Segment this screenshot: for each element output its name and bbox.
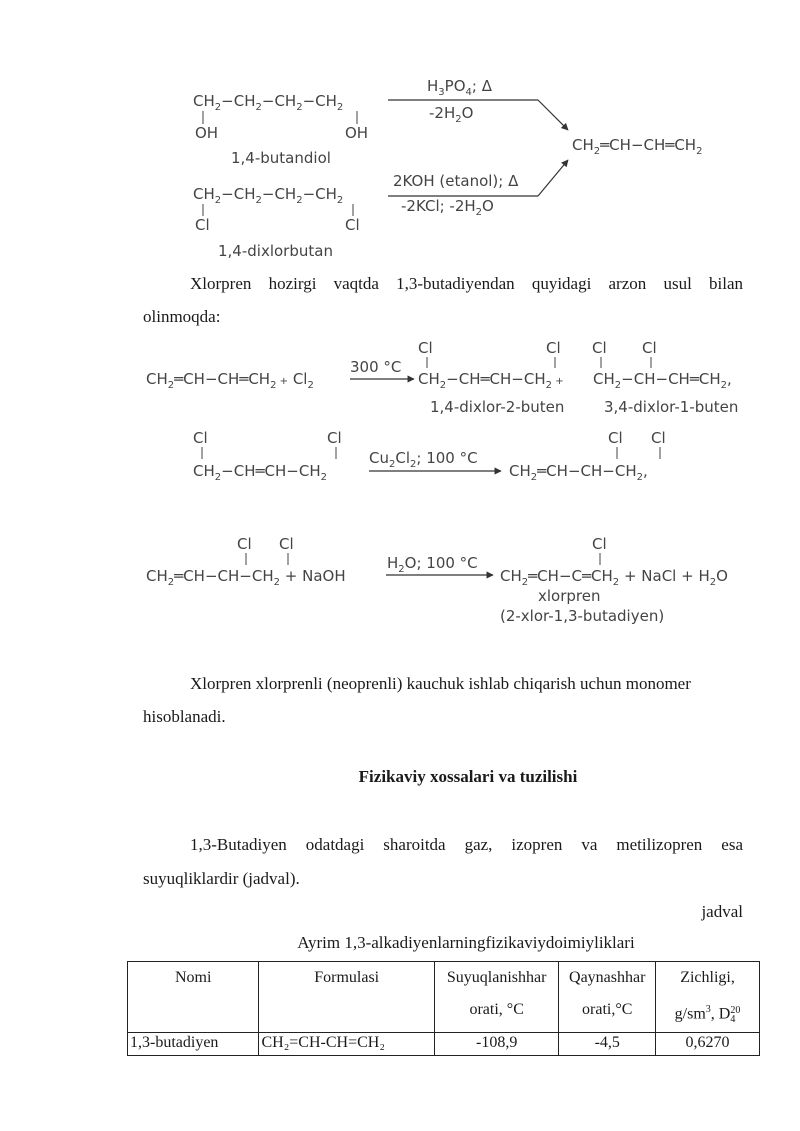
r5-name: xlorpren: [538, 587, 601, 605]
table-label: jadval: [701, 902, 743, 921]
r5-name-2: (2-xlor-1,3-butadiyen): [500, 607, 665, 625]
r5-reactant: $CH_2═CH-CH-CH_2$ + NaOH: [146, 567, 346, 588]
table-caption: Ayrim 1,3-alkadiyenlarningfizikaviydoimiyliklari: [297, 933, 635, 952]
r4-reactant: $CH_2-CH═CH-CH_2$: [193, 462, 327, 483]
r3-condition: 300 °C: [350, 358, 402, 376]
col-density-header: Zichligi, $g/sm^3$, D20 4: [656, 962, 760, 1033]
r3-product-1: $CH_2-CH═CH-CH_2$ +: [418, 370, 564, 391]
properties-table: [127, 961, 760, 1056]
butandiol-name: 1,4-butandiol: [231, 149, 331, 167]
r3-p2-cl1: Cl: [592, 339, 607, 357]
r4-product: $CH_2═CH-CH-CH_2$,: [509, 462, 648, 483]
condition-h3po4: $H_3PO_4$; Δ: [427, 77, 492, 98]
r5-condition: $H_2O$; 100 °C: [387, 554, 478, 575]
dixlorbutan-chain: $CH_2-CH_2-CH_2-CH_2$: [193, 185, 344, 206]
r5-cl-2: Cl: [279, 535, 294, 553]
reaction-2: [193, 160, 568, 260]
col-boil-header: Qaynashhar orati,°C: [559, 962, 656, 1033]
r5-cl-1: Cl: [237, 535, 252, 553]
col-melt-header: Suyuqlanishhar orati, °C: [434, 962, 559, 1033]
para-3-line-2: suyuqliklardir (jadval).: [143, 869, 300, 888]
cell-melt: -108,9: [434, 1033, 559, 1056]
cl-left: Cl: [195, 216, 210, 234]
reaction-1: [193, 77, 568, 167]
r4-cl-2: Cl: [327, 429, 342, 447]
reaction-4: [193, 429, 666, 483]
r4-cl-1: Cl: [193, 429, 208, 447]
reaction-5: [146, 535, 728, 625]
col-formula-header: Formulasi: [259, 962, 434, 1033]
cell-formula: CH₂=CH-CH=CH₂: [259, 1033, 434, 1056]
cell-density: 0,6270: [656, 1033, 760, 1056]
condition-minus-water: $-2H_2O$: [429, 104, 474, 125]
r4-p-cl-1: Cl: [608, 429, 623, 447]
section-heading: Fizikaviy xossalari va tuzilishi: [358, 767, 578, 786]
r3-p2-cl2: Cl: [642, 339, 657, 357]
oh-right: OH: [345, 124, 369, 142]
r5-p-cl: Cl: [592, 535, 607, 553]
para-1-line-2: olinmoqda:: [143, 307, 221, 326]
oh-left: OH: [195, 124, 219, 142]
r3-p1-cl: Cl: [418, 339, 433, 357]
para-2-line-1: Xlorpren xlorprenli (neoprenli) kauchuk ishlab chiqarish uchun monomer: [190, 674, 691, 693]
condition-minus-kcl: -2KCl; $-2H_2O$: [401, 197, 494, 218]
reaction-3: [146, 339, 738, 416]
col-name-header: Nomi: [128, 962, 259, 1033]
condition-koh: 2KOH (etanol); Δ: [393, 172, 519, 190]
r3-name-1: 1,4-dixlor-2-buten: [430, 398, 565, 416]
butadiene-product: $CH_2═CH-CH═CH_2$: [572, 136, 703, 157]
para-2-line-2: hisoblanadi.: [143, 707, 226, 726]
cell-boil: -4,5: [559, 1033, 656, 1056]
table-row: [128, 1033, 760, 1056]
table-header-row: [128, 962, 760, 1033]
r3-name-2: 3,4-dixlor-1-buten: [604, 398, 739, 416]
para-1-line-1: Xlorpren hozirgi vaqtda 1,3-butadiyendan quyidagi arzon usul bilan: [190, 274, 743, 293]
butandiol-chain: $CH_2-CH_2-CH_2-CH_2$: [193, 92, 344, 113]
r5-product: $CH_2═CH-C═CH_2$ + NaCl + $H_2O$: [500, 567, 728, 588]
para-3-line-1: 1,3-Butadiyen odatdagi sharoitda gaz, izopren va metilizopren esa: [190, 835, 743, 854]
r3-reactant: $CH_2═CH-CH═CH_2 + Cl_2$: [146, 370, 314, 391]
r3-p1-cl2: Cl: [546, 339, 561, 357]
r4-p-cl-2: Cl: [651, 429, 666, 447]
cell-name: 1,3-butadiyen: [128, 1033, 259, 1056]
r3-product-2: $CH_2-CH-CH═CH_2$,: [593, 370, 732, 391]
dixlorbutan-name: 1,4-dixlorbutan: [218, 242, 333, 260]
cl-right: Cl: [345, 216, 360, 234]
r4-condition: $Cu_2Cl_2$; 100 °C: [369, 449, 478, 470]
